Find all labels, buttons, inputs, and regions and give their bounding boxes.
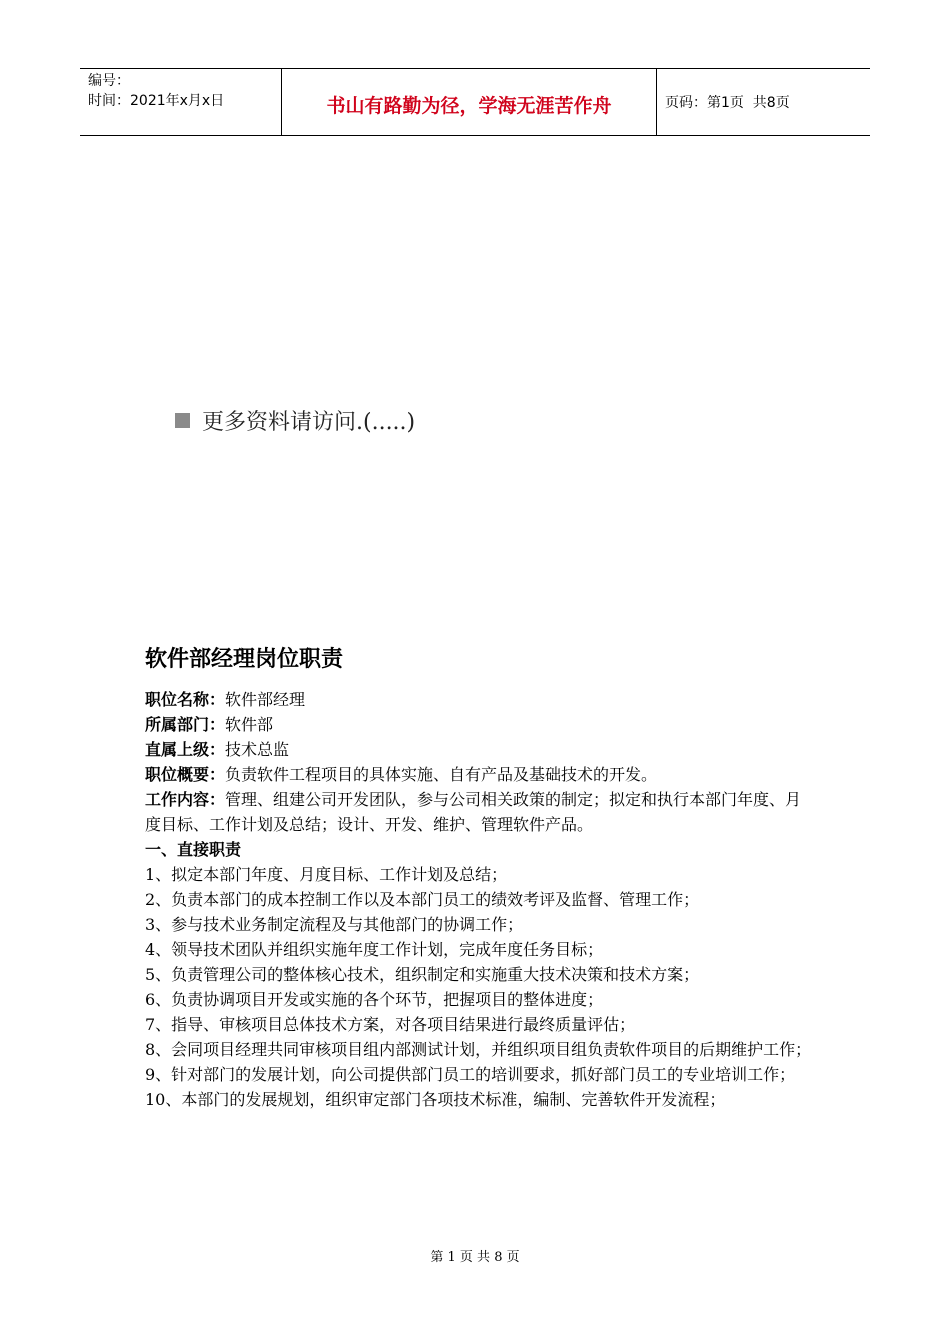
duty-item: 3、参与技术业务制定流程及与其他部门的协调工作； (145, 915, 524, 934)
header-motto: 书山有路勤为径，学海无涯苦作舟 (282, 69, 657, 135)
page-footer: 第 1 页 共 8 页 (430, 1250, 520, 1265)
square-bullet-icon (175, 413, 190, 428)
page-header (80, 68, 870, 136)
field-value: 管理、组建公司开发团队，参与公司相关政策的制定；拟定和执行本部门年度、月度目标、工作计划及总结；设计、开发、维护、管理软件产品。 (145, 790, 802, 834)
document-title: 软件部经理岗位职责 (145, 647, 344, 672)
field-value: 软件部 (225, 715, 274, 734)
more-info-link[interactable] (175, 405, 415, 436)
duty-item: 1、拟定本部门年度、月度目标、工作计划及总结； (145, 865, 508, 884)
field-value: 技术总监 (225, 740, 290, 759)
field-value: 负责软件工程项目的具体实施、自有产品及基础技术的开发。 (225, 765, 658, 784)
duty-item: 5、负责管理公司的整体核心技术，组织制定和实施重大技术决策和技术方案； (145, 965, 700, 984)
duty-item: 6、负责协调项目开发或实施的各个环节，把握项目的整体进度； (145, 990, 604, 1009)
field-label: 职位名称： (145, 690, 226, 709)
document-body (145, 643, 815, 1112)
duty-item: 8、会同项目经理共同审核项目组内部测试计划，并组织项目组负责软件项目的后期维护工作； (145, 1040, 812, 1059)
field-department (145, 712, 815, 737)
field-label: 直属上级： (145, 740, 226, 759)
header-meta (80, 69, 282, 135)
field-supervisor (145, 737, 815, 762)
duty-item: 7、指导、审核项目总体技术方案，对各项目结果进行最终质量评估； (145, 1015, 636, 1034)
duty-item: 2、负责本部门的成本控制工作以及本部门员工的绩效考评及监督、管理工作； (145, 890, 700, 909)
field-value: 软件部经理 (225, 690, 306, 709)
document-number-label: 编号： (88, 73, 130, 89)
duty-item: 10、本部门的发展规划，组织审定部门各项技术标准，编制、完善软件开发流程； (145, 1090, 726, 1109)
field-position-name (145, 687, 815, 712)
field-label: 职位概要： (145, 765, 226, 784)
field-work-content (145, 787, 815, 837)
document-date: 时间：2021年x月x日 (88, 93, 225, 109)
header-page-info (657, 69, 870, 135)
field-label: 工作内容： (145, 790, 226, 809)
field-label: 所属部门： (145, 715, 226, 734)
section-heading: 一、直接职责 (145, 840, 242, 859)
duty-item: 4、领导技术团队并组织实施年度工作计划，完成年度任务目标； (145, 940, 604, 959)
field-summary (145, 762, 815, 787)
duty-item: 9、针对部门的发展计划，向公司提供部门员工的培训要求，抓好部门员工的专业培训工作； (145, 1065, 796, 1084)
more-info-text: 更多资料请访问.(.....) (202, 410, 416, 435)
page-info-text: 页码：第1页 共8页 (665, 95, 790, 111)
